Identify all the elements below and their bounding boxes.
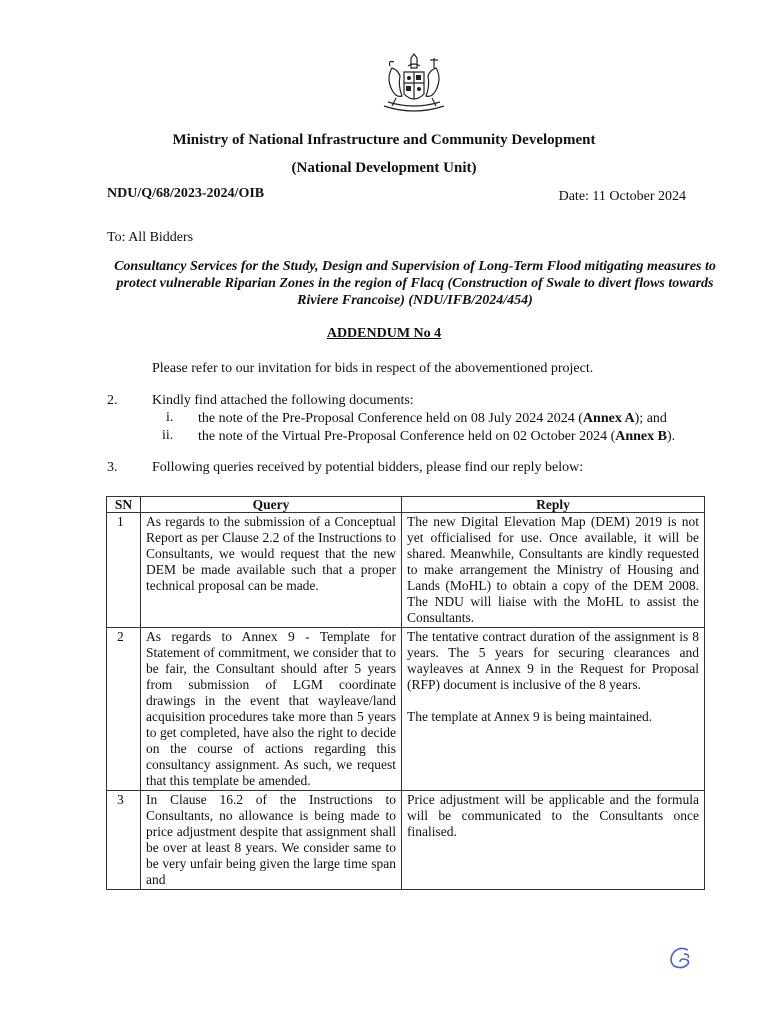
table-row — [107, 628, 705, 791]
table-row — [107, 791, 705, 890]
addressee: To: All Bidders — [107, 230, 194, 245]
table-header-row — [107, 497, 705, 513]
unit-heading: (National Development Unit) — [291, 160, 477, 176]
row-number: 1 — [107, 513, 141, 628]
reply-cell: The tentative contract duration of the assignment is 8 years. The 5 years for securing clearances and wayleaves at Annex 9 in the Request for Proposal (RFP) document is inclusive of the 8 years. The template at Annex 9 is being maintained. — [402, 628, 705, 791]
list-item: the note of the Virtual Pre-Proposal Conference held on 02 October 2024 (Annex B). — [198, 429, 676, 444]
table-row — [107, 513, 705, 628]
paragraph-3-text: Following queries received by potential bidders, please find our reply below: — [152, 460, 584, 475]
list-marker: ii. — [162, 428, 174, 443]
subject-line: Consultancy Services for the Study, Design and Supervision of Long-Term Flood mitigating measures to protect vulnerable Riparian Zones in the region of Flacq (Construction of Swale to divert flows towards Riviere Francoise) (NDU/IFB/2024/454) — [114, 259, 716, 308]
reference-number: NDU/Q/68/2023-2024/OIB — [107, 186, 265, 201]
signature-initials-icon — [664, 944, 698, 972]
row-number: 3 — [107, 791, 141, 890]
query-cell: In Clause 16.2 of the Instructions to Consultants, no allowance is being made to price adjustment despite that assignment shall be over at least 8 years. We consider same to be very unfair being given the large time span and — [141, 791, 402, 890]
paragraph-1: Please refer to our invitation for bids in respect of the abovementioned project. — [152, 361, 594, 376]
ministry-heading: Ministry of National Infrastructure and Community Development — [172, 132, 596, 148]
document-date: Date: 11 October 2024 — [558, 189, 686, 204]
queries-table — [106, 496, 705, 890]
paragraph-3-number: 3. — [107, 460, 118, 475]
list-item: the note of the Pre-Proposal Conference held on 08 July 2024 2024 (Annex A); and — [198, 411, 667, 426]
reply-cell: Price adjustment will be applicable and the formula will be communicated to the Consultants once finalised. — [402, 791, 705, 890]
list-marker: i. — [166, 410, 174, 425]
query-cell: As regards to the submission of a Conceptual Report as per Clause 2.2 of the Instructions to Consultants, we would request that the new DEM be made available such that a proper technical proposal can be made. — [141, 513, 402, 628]
coat-of-arms-icon — [378, 52, 450, 122]
addendum-title: ADDENDUM No 4 — [326, 326, 442, 341]
row-number: 2 — [107, 628, 141, 791]
paragraph-2-number: 2. — [107, 393, 118, 408]
query-cell: As regards to Annex 9 - Template for Statement of commitment, we consider that to be fair, the Consultant should after 5 years from submission of LGM coordinate drawings in the event that wayleave/land acquisition procedures take more than 5 years to get completed, have also the right to decide on the course of actions regarding this consultancy assignment. As such, we request that this template be amended. — [141, 628, 402, 791]
reply-header: Reply — [402, 497, 705, 513]
sn-header: SN — [107, 497, 141, 513]
query-header: Query — [141, 497, 402, 513]
paragraph-2-text: Kindly find attached the following documents: — [152, 393, 414, 408]
reply-cell: The new Digital Elevation Map (DEM) 2019 is not yet officialised for use. Once available, it will be shared. Meanwhile, Consultants are kindly requested to make arrangement the Ministry of Housing and Lands (MoHL) to obtain a copy of the DEM 2008. The NDU will liaise with the MoHL to assist the Consultants. — [402, 513, 705, 628]
